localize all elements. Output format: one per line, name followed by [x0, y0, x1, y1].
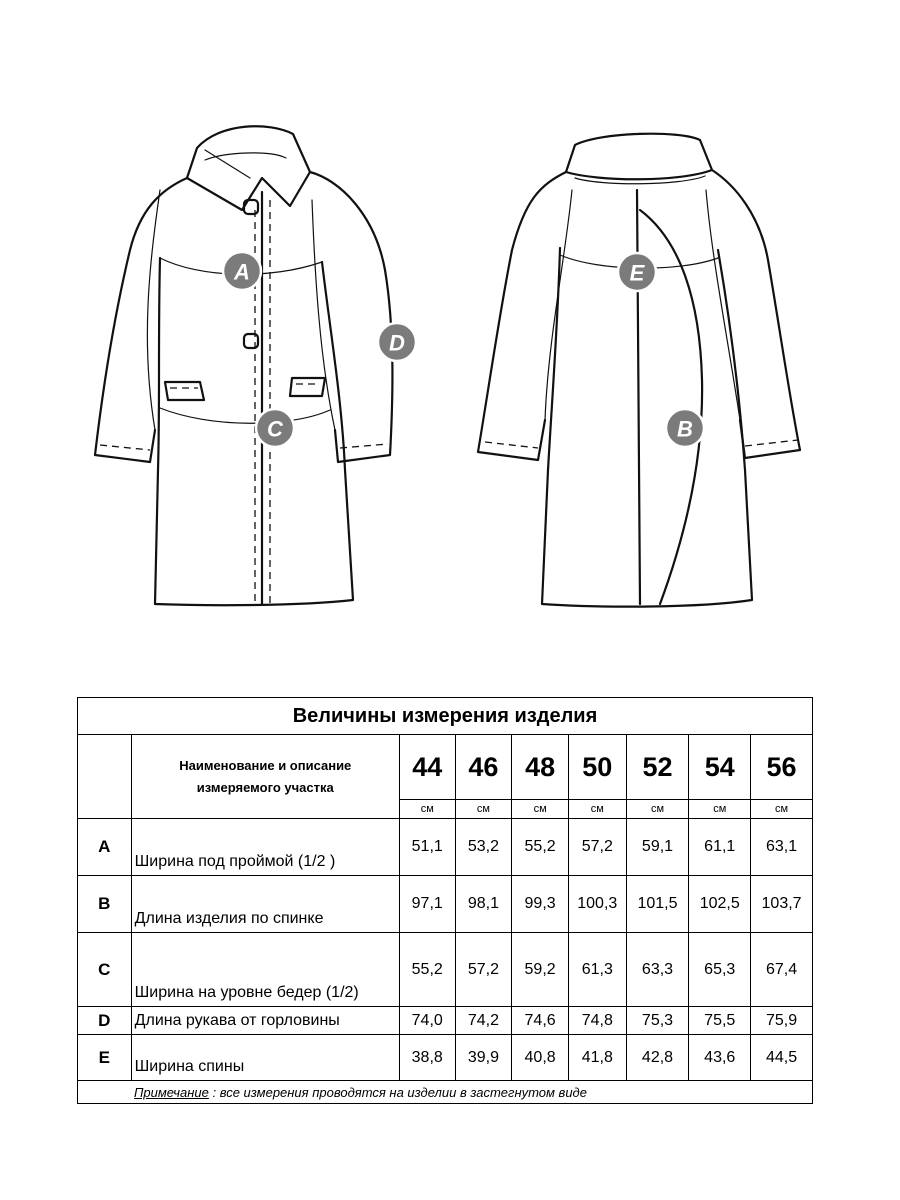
marker-a	[223, 252, 261, 290]
value-cell: 97,1	[399, 876, 455, 933]
size-header: 46	[455, 735, 512, 800]
value-cell: 74,2	[455, 1007, 512, 1035]
coat-back-drawing	[478, 134, 800, 607]
description-header-line1: Наименование и описание	[179, 757, 352, 773]
marker-b	[666, 409, 704, 447]
value-cell: 43,6	[689, 1035, 751, 1081]
unit-label: см	[455, 800, 512, 819]
value-cell: 103,7	[751, 876, 813, 933]
size-header: 52	[626, 735, 689, 800]
value-cell: 75,3	[626, 1007, 689, 1035]
value-cell: 51,1	[399, 819, 455, 876]
coat-front-drawing	[95, 126, 416, 605]
svg-text:C: C	[267, 416, 283, 442]
marker-c	[256, 409, 294, 447]
table-row	[78, 933, 813, 1007]
value-cell: 100,3	[568, 876, 626, 933]
description-header-line2: измеряемого участка	[196, 779, 334, 795]
description-header	[131, 735, 399, 819]
table-title: Величины измерения изделия	[78, 698, 813, 735]
size-header: 50	[568, 735, 626, 800]
svg-text:B: B	[677, 416, 693, 442]
unit-label: см	[689, 800, 751, 819]
value-cell: 74,0	[399, 1007, 455, 1035]
value-cell: 39,9	[455, 1035, 512, 1081]
measurement-name: Длина рукава от горловины	[131, 1007, 399, 1035]
value-cell: 38,8	[399, 1035, 455, 1081]
row-code: D	[78, 1007, 132, 1035]
measurement-name: Ширина спины	[131, 1035, 399, 1081]
value-cell: 63,1	[751, 819, 813, 876]
value-cell: 57,2	[568, 819, 626, 876]
note-label: Примечание	[134, 1084, 209, 1100]
corner-cell	[78, 735, 132, 819]
row-code: A	[78, 819, 132, 876]
note-text: : все измерения проводятся на изделии в застегнутом виде	[208, 1084, 587, 1100]
value-cell: 61,3	[568, 933, 626, 1007]
value-cell: 65,3	[689, 933, 751, 1007]
marker-d	[378, 323, 416, 361]
value-cell: 53,2	[455, 819, 512, 876]
value-cell: 74,6	[512, 1007, 569, 1035]
unit-label: см	[399, 800, 455, 819]
table-row	[78, 876, 813, 933]
value-cell: 101,5	[626, 876, 689, 933]
unit-label: см	[568, 800, 626, 819]
value-cell: 67,4	[751, 933, 813, 1007]
value-cell: 44,5	[751, 1035, 813, 1081]
value-cell: 59,1	[626, 819, 689, 876]
value-cell: 55,2	[399, 933, 455, 1007]
value-cell: 61,1	[689, 819, 751, 876]
value-cell: 63,3	[626, 933, 689, 1007]
value-cell: 75,9	[751, 1007, 813, 1035]
size-header: 48	[512, 735, 569, 800]
value-cell: 99,3	[512, 876, 569, 933]
table-note	[78, 1081, 813, 1104]
value-cell: 102,5	[689, 876, 751, 933]
value-cell: 40,8	[512, 1035, 569, 1081]
size-header: 56	[751, 735, 813, 800]
value-cell: 42,8	[626, 1035, 689, 1081]
marker-e	[618, 253, 656, 291]
measurement-name: Длина изделия по спинке	[131, 876, 399, 933]
value-cell: 75,5	[689, 1007, 751, 1035]
row-code: C	[78, 933, 132, 1007]
value-cell: 98,1	[455, 876, 512, 933]
svg-text:D: D	[389, 330, 405, 356]
size-header: 44	[399, 735, 455, 800]
measurement-name: Ширина под проймой (1/2 )	[131, 819, 399, 876]
size-header: 54	[689, 735, 751, 800]
unit-label: см	[512, 800, 569, 819]
value-cell: 59,2	[512, 933, 569, 1007]
value-cell: 57,2	[455, 933, 512, 1007]
value-cell: 55,2	[512, 819, 569, 876]
row-code: E	[78, 1035, 132, 1081]
row-code: B	[78, 876, 132, 933]
table-row	[78, 1035, 813, 1081]
measurement-name: Ширина на уровне бедер (1/2)	[131, 933, 399, 1007]
unit-label: см	[751, 800, 813, 819]
value-cell: 74,8	[568, 1007, 626, 1035]
svg-text:A: A	[234, 259, 250, 285]
table-row	[78, 1007, 813, 1035]
value-cell: 41,8	[568, 1035, 626, 1081]
table-row	[78, 819, 813, 876]
unit-label: см	[626, 800, 689, 819]
svg-text:E: E	[629, 260, 645, 286]
size-measurement-table	[77, 697, 813, 1104]
